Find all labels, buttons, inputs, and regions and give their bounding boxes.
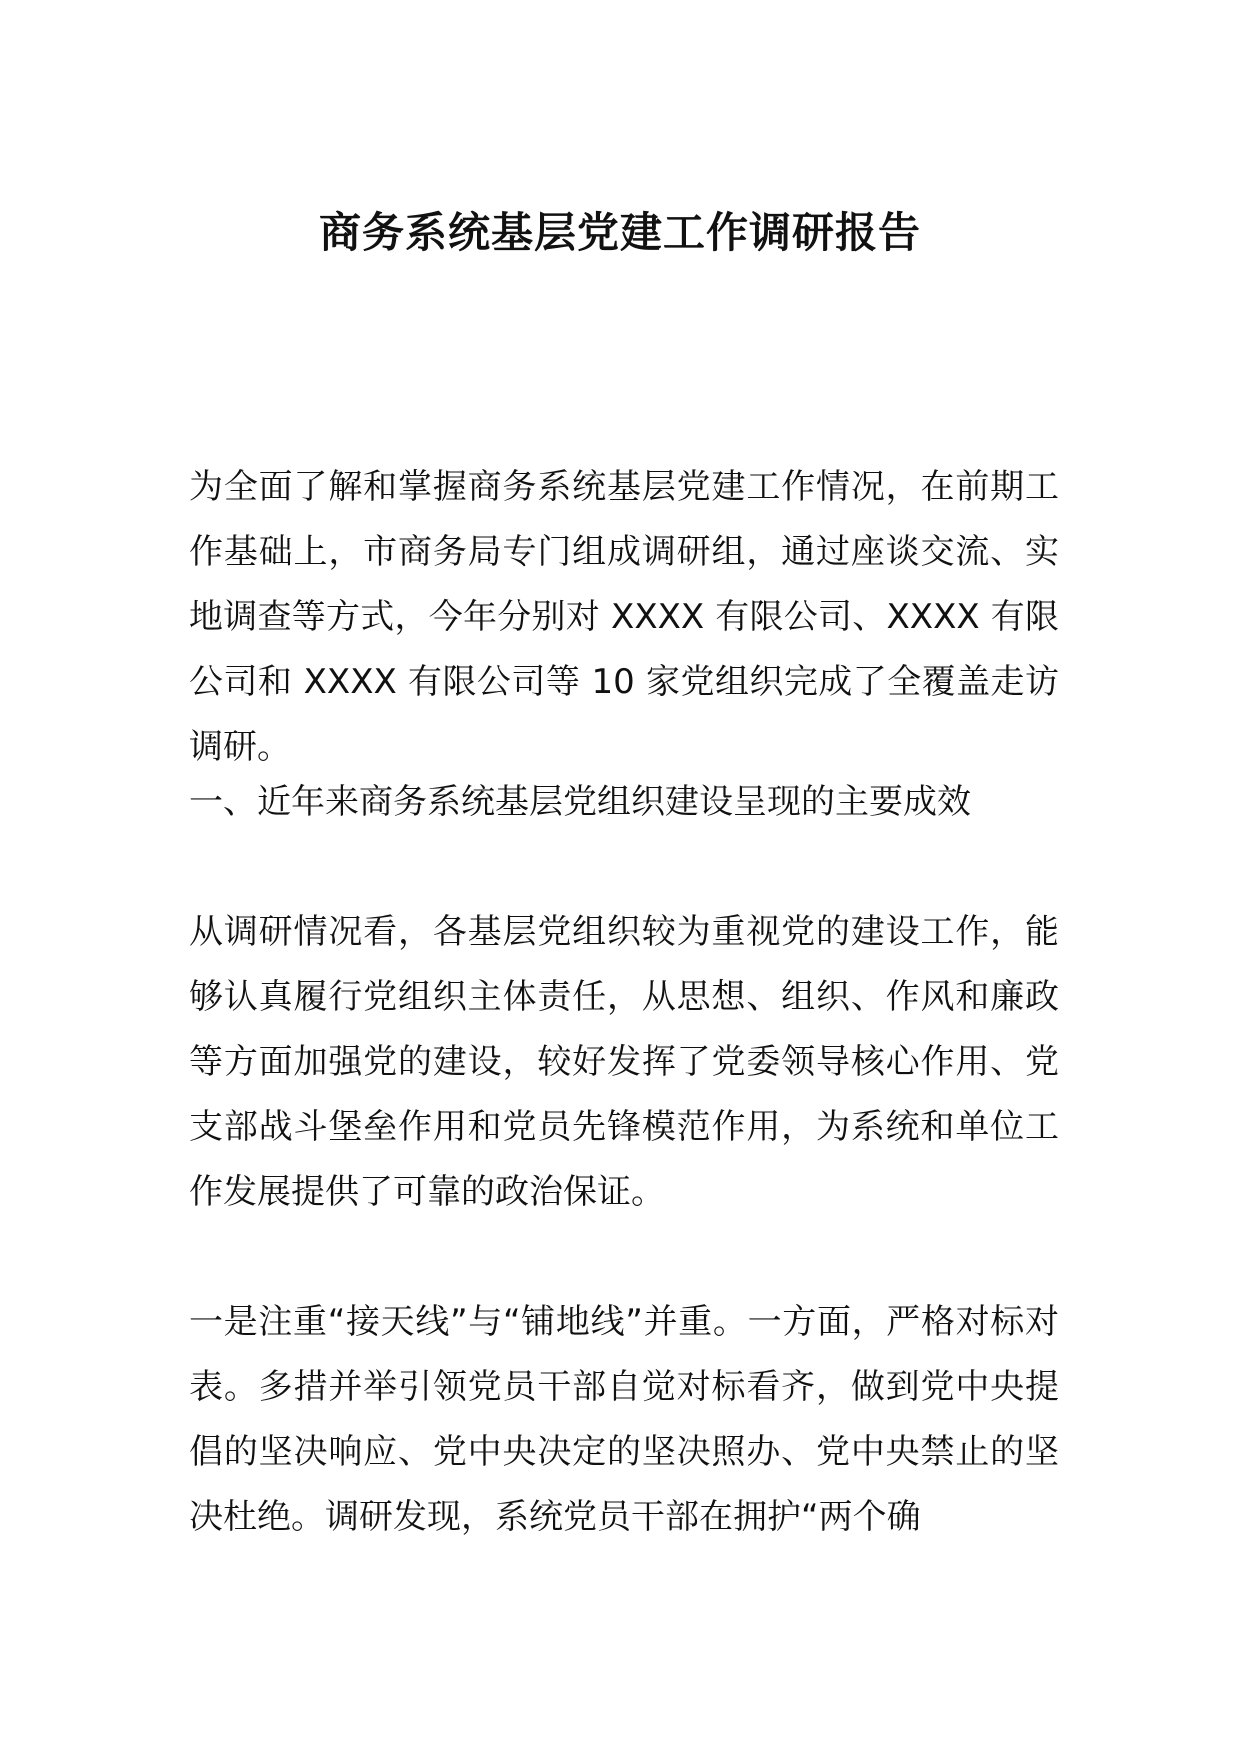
section-heading-1: 一、近年来商务系统基层党组织建设呈现的主要成效 [189, 782, 971, 822]
intro-paragraph: 为全面了解和掌握商务系统基层党建工作情况，在前期工作基础上，市商务局专门组成调研组，通过座谈交流、实地调查等方式，今年分别对 XXXX 有限公司、XXXX 有限公司和 XXXX 有限公司等 10 家党组织完成了全覆盖走访调研。 [189, 467, 1059, 767]
point-1-paragraph: 一是注重“接天线”与“铺地线”并重。一方面，严格对标对表。多措并举引领党员干部自觉对标看齐，做到党中央提倡的坚决响应、党中央决定的坚决照办、党中央禁止的坚决杜绝。调研发现，系统党员干部在拥护“两个确 [189, 1302, 1059, 1537]
document-title: 商务系统基层党建工作调研报告 [318, 208, 921, 257]
achievements-paragraph: 从调研情况看，各基层党组织较为重视党的建设工作，能够认真履行党组织主体责任，从思想、组织、作风和廉政等方面加强党的建设，较好发挥了党委领导核心作用、党支部战斗堡垒作用和党员先锋模范作用，为系统和单位工作发展提供了可靠的政治保证。 [189, 912, 1059, 1212]
